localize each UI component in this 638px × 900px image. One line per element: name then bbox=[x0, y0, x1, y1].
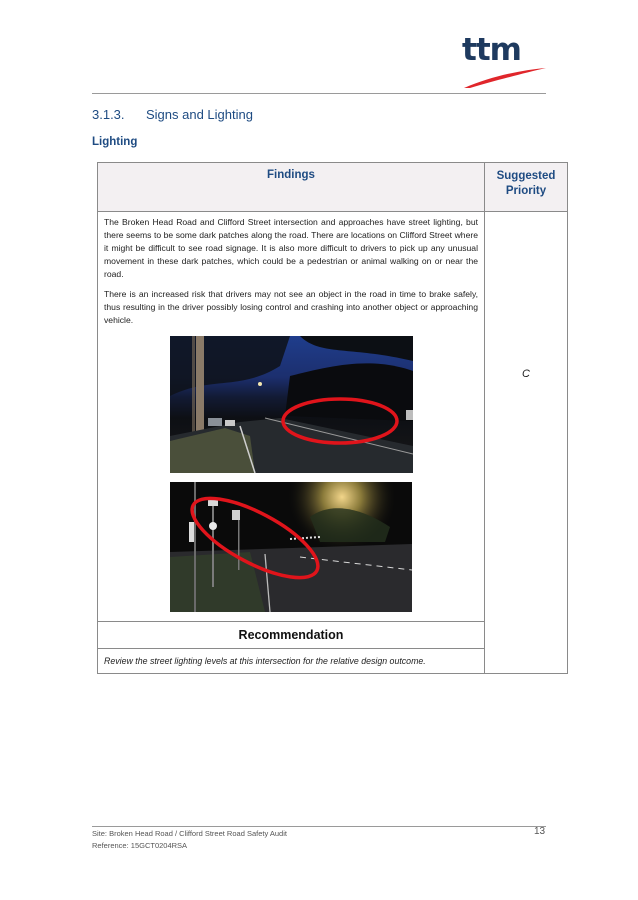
findings-paragraph-1: The Broken Head Road and Clifford Street intersection and approaches have street lighting, but there seems to be some dark patches along the road. There are locations on Clifford Street where it might be difficult to see road signage. It is also more difficult to drivers to pick up any unusual movement in these dark patches, which could be a pedestrian or animal walking on or near the road. bbox=[104, 217, 478, 279]
priority-cell bbox=[485, 212, 568, 674]
section-number: 3.1.3. bbox=[92, 107, 125, 122]
priority-header-line1: Suggested bbox=[496, 170, 556, 182]
section-heading bbox=[92, 107, 253, 122]
road-photo-intersection bbox=[170, 482, 412, 612]
section-title: Signs and Lighting bbox=[146, 107, 253, 122]
logo-wordmark: ttm bbox=[462, 32, 521, 68]
findings-paragraph-2: There is an increased risk that drivers may not see an object in the road in time to brake safely, thus resulting in the driver possibly losing control and crashing into another object or approaching vehicle. bbox=[104, 289, 478, 325]
priority-header bbox=[485, 163, 568, 212]
ttm-logo bbox=[462, 32, 548, 90]
recommendation-text: Review the street lighting levels at this intersection for the relative design outcome. bbox=[98, 649, 485, 674]
findings-body bbox=[98, 212, 485, 622]
findings-header: Findings bbox=[98, 163, 485, 212]
footer-site: Site: Broken Head Road / Clifford Street Road Safety Audit bbox=[92, 829, 287, 838]
priority-value: C bbox=[522, 368, 530, 380]
sub-heading-lighting: Lighting bbox=[92, 136, 138, 148]
findings-table bbox=[97, 162, 568, 674]
logo-swoosh-icon bbox=[462, 36, 548, 90]
page-number: 13 bbox=[534, 826, 546, 837]
recommendation-heading: Recommendation bbox=[98, 622, 485, 649]
road-photo-approach bbox=[170, 336, 413, 473]
header-rule bbox=[92, 93, 546, 94]
footer-rule bbox=[92, 826, 546, 827]
footer-reference: Reference: 15GCT0204RSA bbox=[92, 841, 188, 850]
priority-header-line2: Priority bbox=[505, 185, 547, 197]
